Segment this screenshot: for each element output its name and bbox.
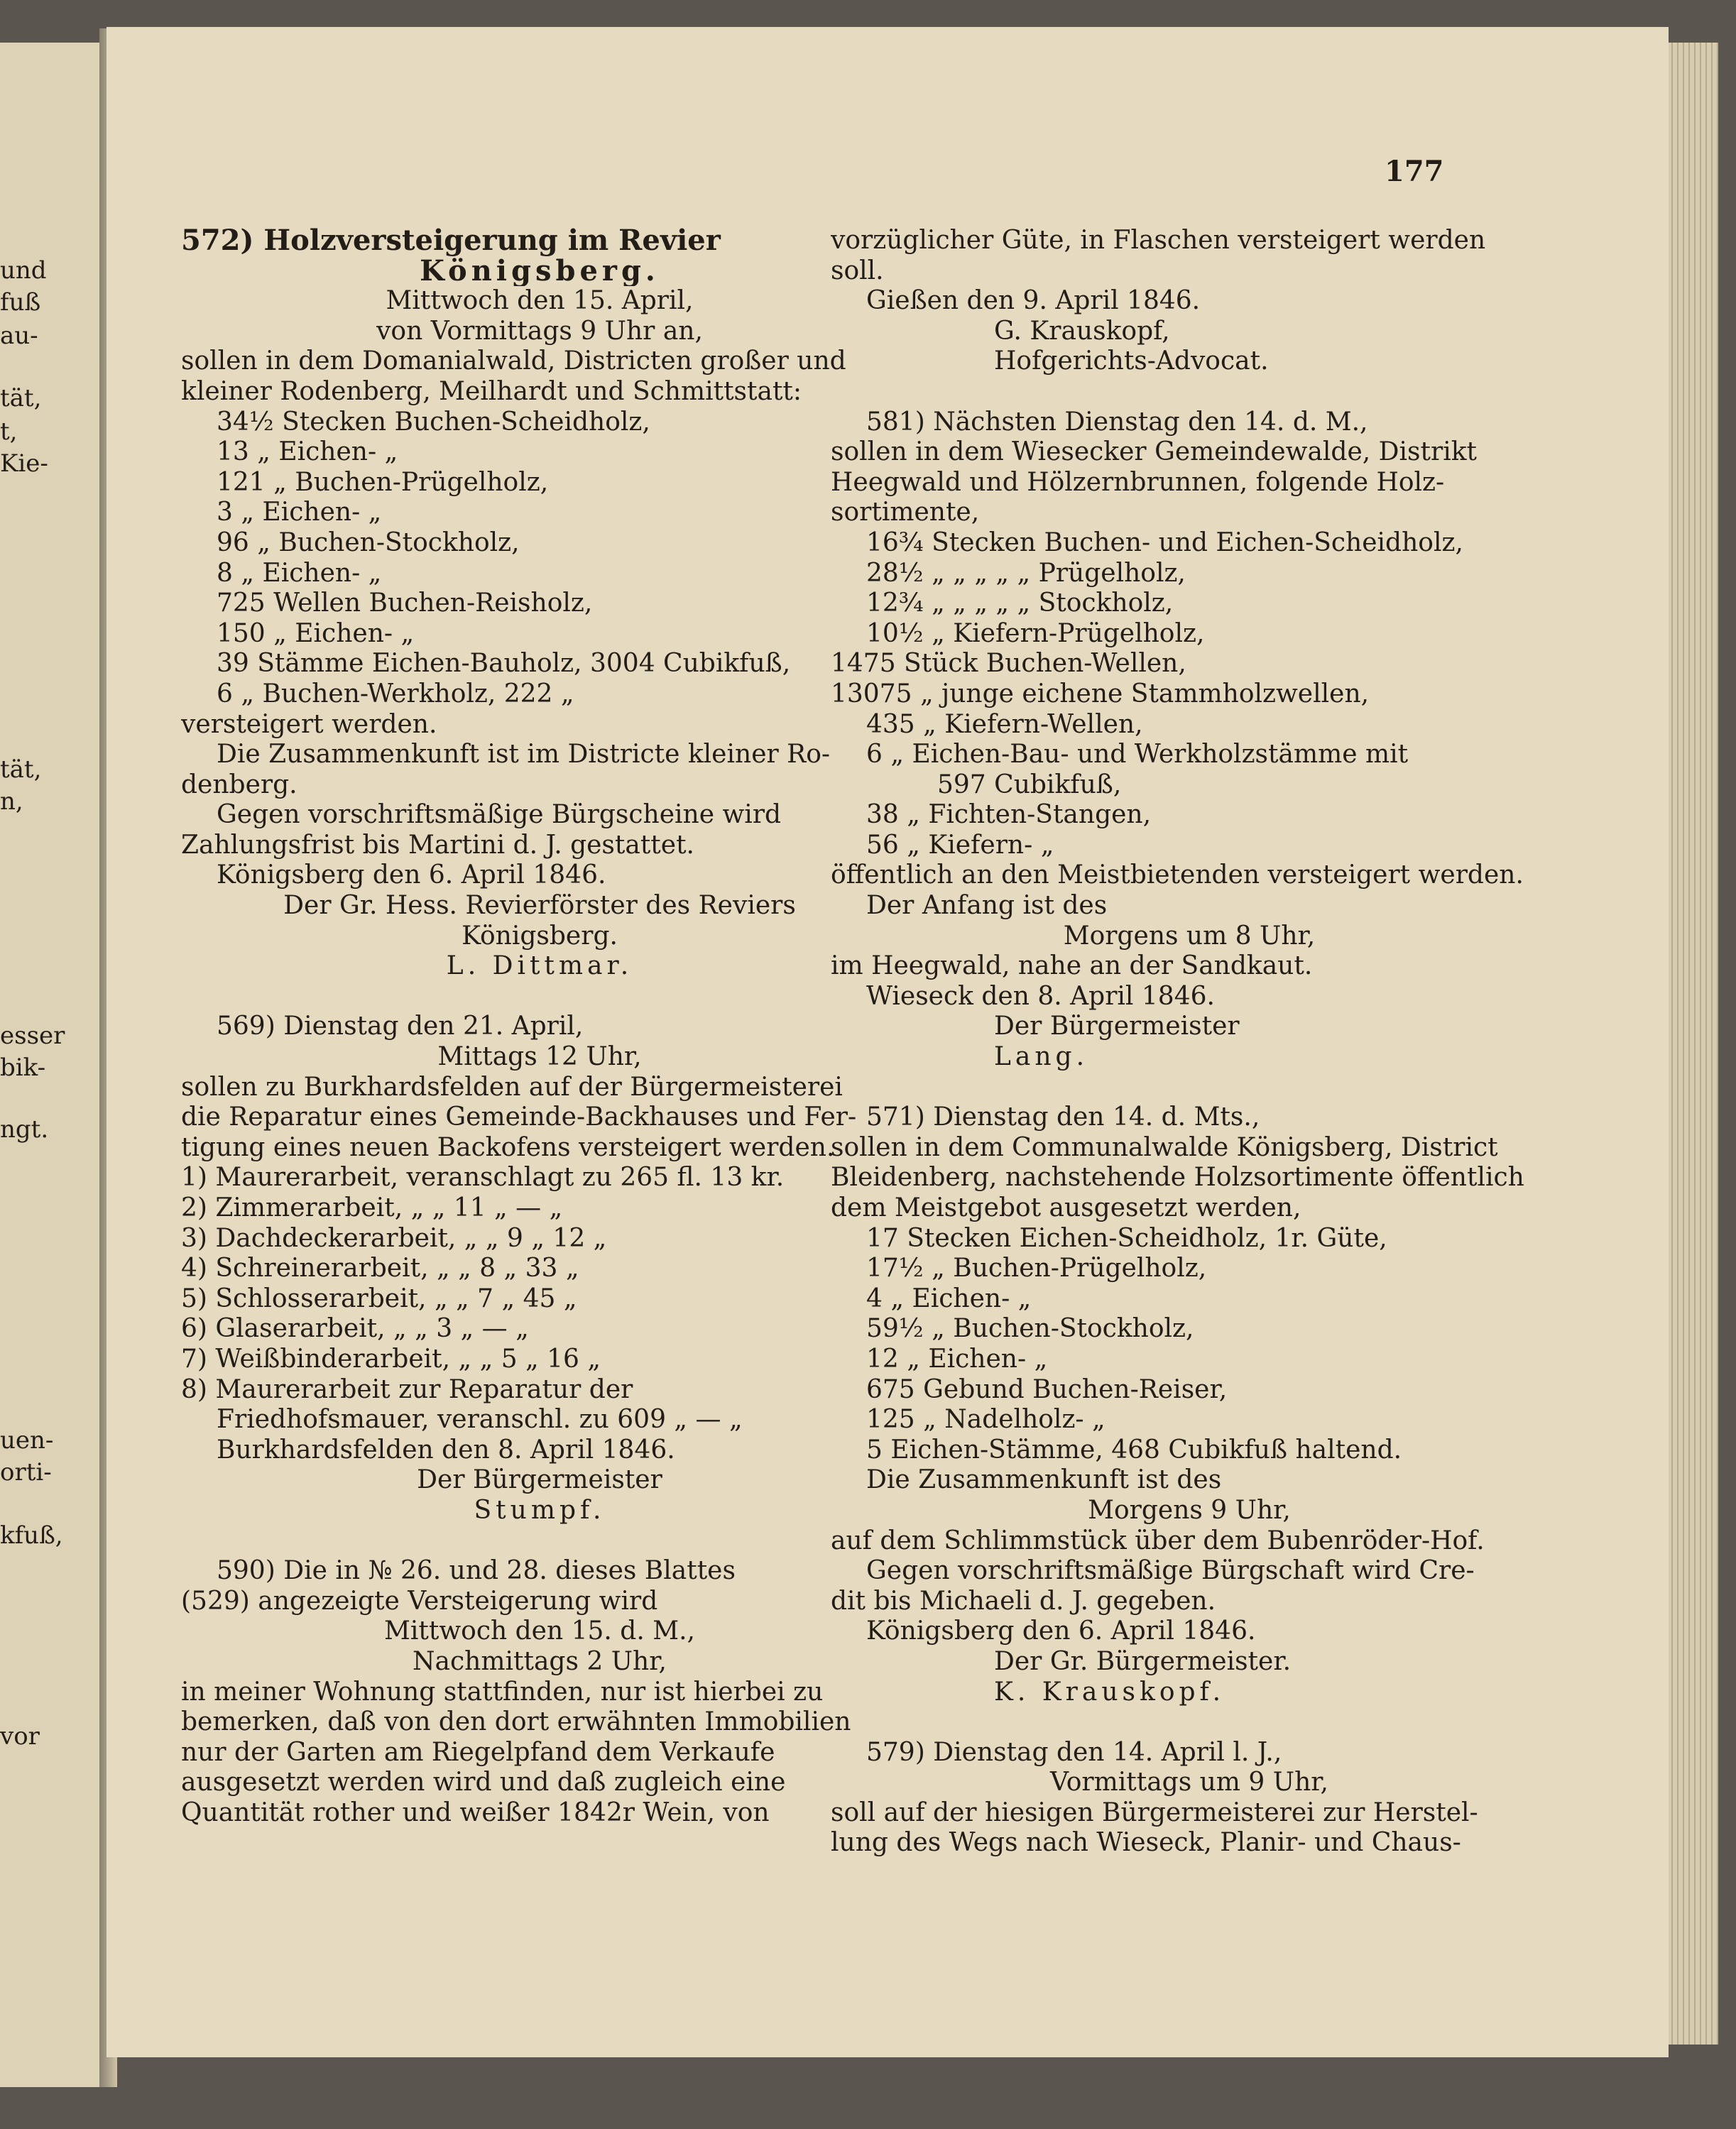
notice-heading: 579) Dienstag den 14. April l. J., — [866, 1737, 1282, 1767]
line: dit bis Michaeli d. J. gegeben. — [831, 1586, 1216, 1616]
line: die Reparatur eines Gemeinde-Backhauses und Fer- — [181, 1102, 857, 1132]
margin-fragment: und — [0, 256, 47, 285]
margin-fragment: orti- — [0, 1458, 52, 1487]
line: Der Bürgermeister — [417, 1465, 662, 1495]
line: 4 „ Eichen- „ — [866, 1284, 1032, 1313]
margin-fragment: esser — [0, 1022, 65, 1050]
notice-heading: 572) Holzversteigerung im Revier — [181, 226, 721, 256]
notice-heading: 571) Dienstag den 14. d. Mts., — [866, 1102, 1260, 1132]
line: Die Zusammenkunft ist des — [866, 1465, 1222, 1495]
line: 597 Cubikfuß, — [937, 770, 1122, 799]
line: von Vormittags 9 Uhr an, — [376, 316, 703, 346]
margin-fragment: uen- — [0, 1426, 54, 1455]
line: sortimente, — [831, 498, 980, 527]
spacer — [181, 1526, 898, 1557]
line: 39 Stämme Eichen-Bauholz, 3004 Cubikfuß, — [217, 649, 791, 679]
line: Vormittags um 9 Uhr, — [1050, 1768, 1328, 1797]
line: Heegwald und Hölzernbrunnen, folgende Holz- — [831, 467, 1445, 497]
line: 56 „ Kiefern- „ — [866, 830, 1054, 860]
margin-fragment: fuß — [0, 288, 41, 317]
line: versteigert werden. — [181, 709, 437, 739]
line: 725 Wellen Buchen-Reisholz, — [217, 589, 593, 618]
line: sollen in dem Wiesecker Gemeindewalde, Distrikt — [831, 437, 1477, 467]
line: Gießen den 9. April 1846. — [866, 286, 1201, 316]
margin-fragment: bik- — [0, 1053, 46, 1082]
line: 10½ „ Kiefern-Prügelholz, — [866, 618, 1205, 648]
line: Der Gr. Bürgermeister. — [994, 1646, 1292, 1676]
line: denberg. — [181, 770, 297, 799]
line: soll. — [831, 256, 884, 285]
line: Nachmittags 2 Uhr, — [413, 1646, 667, 1676]
line: sollen in dem Domanialwald, Districten großer und — [181, 346, 846, 376]
line: Morgens um 8 Uhr, — [1063, 921, 1316, 951]
line: (529) angezeigte Versteigerung wird — [181, 1586, 658, 1616]
line: Königsberg den 6. April 1846. — [217, 860, 606, 890]
right-column — [831, 226, 1548, 1859]
line: 1475 Stück Buchen-Wellen, — [831, 649, 1186, 679]
line: 435 „ Kiefern-Wellen, — [866, 709, 1143, 739]
line: Mittwoch den 15. d. M., — [384, 1616, 695, 1646]
line: 17 Stecken Eichen-Scheidholz, 1r. Güte, — [866, 1223, 1387, 1253]
margin-fragment: au- — [0, 322, 38, 350]
line: auf dem Schlimmstück über dem Bubenröder-Hof. — [831, 1526, 1485, 1555]
line: L. Dittmar. — [446, 951, 633, 981]
margin-fragment: Kie- — [0, 449, 48, 478]
line: Burkhardsfelden den 8. April 1846. — [217, 1435, 675, 1465]
line: Friedhofsmauer, veranschl. zu 609 „ — „ — [217, 1405, 743, 1435]
line: vorzüglicher Güte, in Flaschen versteigert werden — [831, 226, 1486, 255]
line: 4) Schreinerarbeit, „ „ 8 „ 33 „ — [181, 1254, 579, 1284]
line: Mittags 12 Uhr, — [437, 1042, 642, 1072]
line: Die Zusammenkunft ist im Districte kleiner Ro- — [217, 740, 831, 770]
line: Zahlungsfrist bis Martini d. J. gestattet. — [181, 830, 694, 860]
line: Mittwoch den 15. April, — [386, 286, 694, 316]
line: im Heegwald, nahe an der Sandkaut. — [831, 951, 1313, 981]
line: Stumpf. — [474, 1495, 606, 1525]
spacer — [181, 982, 898, 1012]
line: Königsberg. — [420, 256, 660, 287]
spacer — [831, 1073, 1548, 1103]
line: 121 „ Buchen-Prügelholz, — [217, 467, 549, 497]
line: 150 „ Eichen- „ — [217, 618, 415, 648]
line: kleiner Rodenberg, Meilhardt und Schmittstatt: — [181, 376, 802, 406]
line: 28½ „ „ „ „ „ Prügelholz, — [866, 558, 1186, 588]
line: 5) Schlosserarbeit, „ „ 7 „ 45 „ — [181, 1284, 577, 1313]
line: 5 Eichen-Stämme, 468 Cubikfuß haltend. — [866, 1435, 1402, 1465]
line: G. Krauskopf, — [994, 316, 1170, 346]
line: sollen in dem Communalwalde Königsberg, District — [831, 1132, 1498, 1162]
line: 96 „ Buchen-Stockholz, — [217, 527, 520, 557]
line: 59½ „ Buchen-Stockholz, — [866, 1314, 1194, 1344]
line: 1) Maurerarbeit, veranschlagt zu 265 fl. 13 kr. — [181, 1163, 785, 1193]
line: Wieseck den 8. April 1846. — [866, 981, 1215, 1011]
line: 2) Zimmerarbeit, „ „ 11 „ — „ — [181, 1193, 563, 1222]
spacer — [831, 1707, 1548, 1738]
line: 13 „ Eichen- „ — [217, 437, 398, 467]
margin-fragment: vor — [0, 1722, 40, 1751]
line: 34½ Stecken Buchen-Scheidholz, — [217, 407, 650, 437]
line: 16¾ Stecken Buchen- und Eichen-Scheidholz, — [866, 527, 1463, 557]
line: Gegen vorschriftsmäßige Bürgscheine wird — [217, 800, 782, 830]
spacer — [831, 377, 1548, 407]
notice-heading: 581) Nächsten Dienstag den 14. d. M., — [866, 407, 1368, 437]
line: 17½ „ Buchen-Prügelholz, — [866, 1254, 1207, 1284]
line: 12¾ „ „ „ „ „ Stockholz, — [866, 589, 1174, 618]
line: öffentlich an den Meistbietenden versteigert werden. — [831, 860, 1524, 890]
left-column — [181, 226, 898, 1828]
line: 6 „ Eichen-Bau- und Werkholzstämme mit — [866, 740, 1409, 770]
line: Königsberg. — [462, 921, 618, 951]
margin-fragment: tät, — [0, 755, 42, 784]
line: 12 „ Eichen- „ — [866, 1344, 1048, 1374]
left-page — [0, 43, 107, 2087]
line: tigung eines neuen Backofens versteigert werden. — [181, 1132, 835, 1162]
line: 125 „ Nadelholz- „ — [866, 1405, 1106, 1435]
line: Hofgerichts-Advocat. — [994, 346, 1269, 376]
line: Königsberg den 6. April 1846. — [866, 1616, 1256, 1646]
line: 13075 „ junge eichene Stammholzwellen, — [831, 679, 1370, 708]
line: 7) Weißbinderarbeit, „ „ 5 „ 16 „ — [181, 1344, 601, 1374]
line: Morgens 9 Uhr, — [1088, 1495, 1291, 1525]
margin-fragment: t, — [0, 417, 18, 446]
margin-fragment: n, — [0, 787, 23, 816]
line: 38 „ Fichten-Stangen, — [866, 800, 1152, 830]
line: soll auf der hiesigen Bürgermeisterei zur Herstel- — [831, 1797, 1478, 1827]
line: Lang. — [994, 1042, 1089, 1072]
notice-heading: 569) Dienstag den 21. April, — [217, 1012, 584, 1041]
page-number: 177 — [1385, 155, 1444, 188]
line: Der Bürgermeister — [994, 1012, 1240, 1041]
line: 8) Maurerarbeit zur Reparatur der — [181, 1374, 633, 1404]
line: Der Anfang ist des — [866, 891, 1108, 921]
line: 675 Gebund Buchen-Reiser, — [866, 1374, 1228, 1404]
line: K. Krauskopf. — [994, 1677, 1225, 1707]
line: sollen zu Burkhardsfelden auf der Bürgermeisterei — [181, 1072, 843, 1102]
line: 6 „ Buchen-Werkholz, 222 „ — [217, 679, 574, 708]
notice-heading: 590) Die in № 26. und 28. dieses Blattes — [217, 1556, 736, 1586]
margin-fragment: kfuß, — [0, 1521, 63, 1550]
line: 3) Dachdeckerarbeit, „ „ 9 „ 12 „ — [181, 1223, 607, 1253]
line: dem Meistgebot ausgesetzt werden, — [831, 1193, 1301, 1222]
line: 6) Glaserarbeit, „ „ 3 „ — „ — [181, 1314, 529, 1344]
line: Gegen vorschriftsmäßige Bürgschaft wird Cre- — [866, 1556, 1475, 1586]
line: Bleidenberg, nachstehende Holzsortimente öffentlich — [831, 1163, 1524, 1193]
line: 8 „ Eichen- „ — [217, 558, 382, 588]
line: bemerken, daß von den dort erwähnten Immobilien — [181, 1707, 851, 1737]
line: nur der Garten am Riegelpfand dem Verkaufe — [181, 1737, 775, 1767]
line: ausgesetzt werden wird und daß zugleich eine — [181, 1768, 786, 1797]
line: 3 „ Eichen- „ — [217, 498, 382, 527]
line: Quantität rother und weißer 1842r Wein, von — [181, 1797, 770, 1827]
line: lung des Wegs nach Wieseck, Planir- und Chaus- — [831, 1828, 1461, 1858]
line: Der Gr. Hess. Revierförster des Reviers — [283, 891, 796, 921]
line: in meiner Wohnung stattfinden, nur ist hierbei zu — [181, 1677, 824, 1707]
margin-fragment: tät, — [0, 384, 42, 412]
margin-fragment: ngt. — [0, 1115, 49, 1144]
